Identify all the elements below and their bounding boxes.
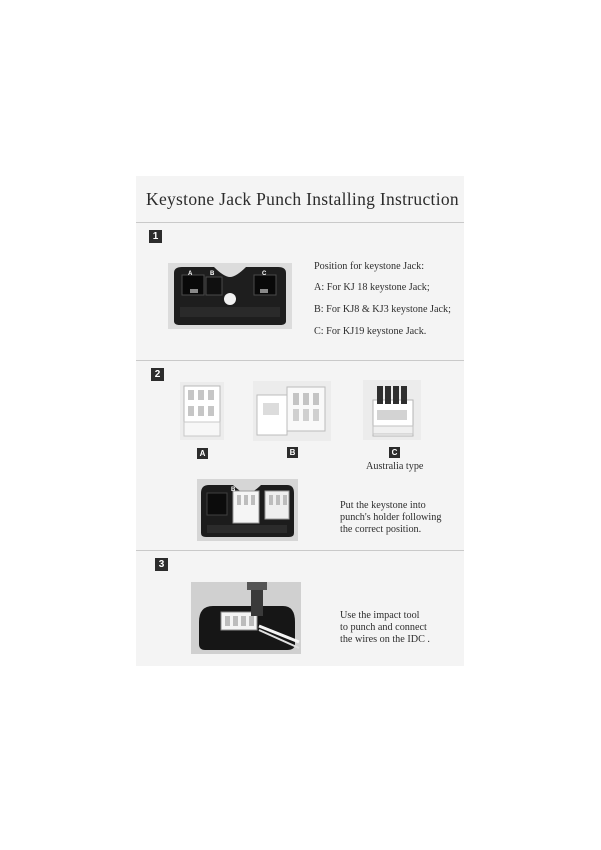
step-3-photo-impact-tool bbox=[191, 582, 301, 654]
page-title: Keystone Jack Punch Installing Instruction bbox=[146, 189, 459, 209]
jack-a-label: A bbox=[197, 448, 208, 459]
step-1-divider bbox=[136, 360, 464, 361]
step-3-instruction-line-1: Use the impact tool bbox=[340, 610, 420, 621]
step-2-instruction-line-1: Put the keystone into bbox=[340, 500, 426, 511]
step-3-instruction-line-2: to punch and connect bbox=[340, 622, 427, 633]
step-2-photo-label-b: B bbox=[231, 487, 236, 493]
step-3-instruction-line-3: the wires on the IDC . bbox=[340, 634, 430, 645]
step-2-instruction-line-3: the correct position. bbox=[340, 524, 422, 535]
step-2-photo-holder bbox=[197, 479, 298, 541]
step-1-heading: Position for keystone Jack: bbox=[314, 261, 425, 272]
step-2-instruction-line-2: punch's holder following bbox=[340, 512, 442, 523]
step-1-badge: 1 bbox=[149, 230, 162, 243]
step-1-photo-holder bbox=[168, 263, 292, 329]
title-divider bbox=[136, 222, 464, 223]
step-3-badge: 3 bbox=[155, 558, 168, 571]
step-1-line-b: B: For KJ8 & KJ3 keystone Jack; bbox=[314, 304, 451, 315]
step-1-line-c: C: For KJ19 keystone Jack. bbox=[314, 326, 427, 337]
jack-b-photo bbox=[253, 381, 331, 441]
step-2-divider bbox=[136, 550, 464, 551]
step-1-photo-label-b: B bbox=[210, 271, 215, 277]
jack-b-label: B bbox=[287, 447, 298, 458]
step-1-photo-label-c: C bbox=[262, 271, 267, 277]
jack-c-label: C bbox=[389, 447, 400, 458]
step-1-line-a: A: For KJ 18 keystone Jack; bbox=[314, 282, 430, 293]
jack-c-caption: Australia type bbox=[366, 461, 424, 472]
step-1-photo-label-a: A bbox=[188, 271, 193, 277]
jack-a-photo bbox=[180, 382, 224, 440]
jack-c-photo bbox=[363, 380, 421, 440]
step-2-badge: 2 bbox=[151, 368, 164, 381]
